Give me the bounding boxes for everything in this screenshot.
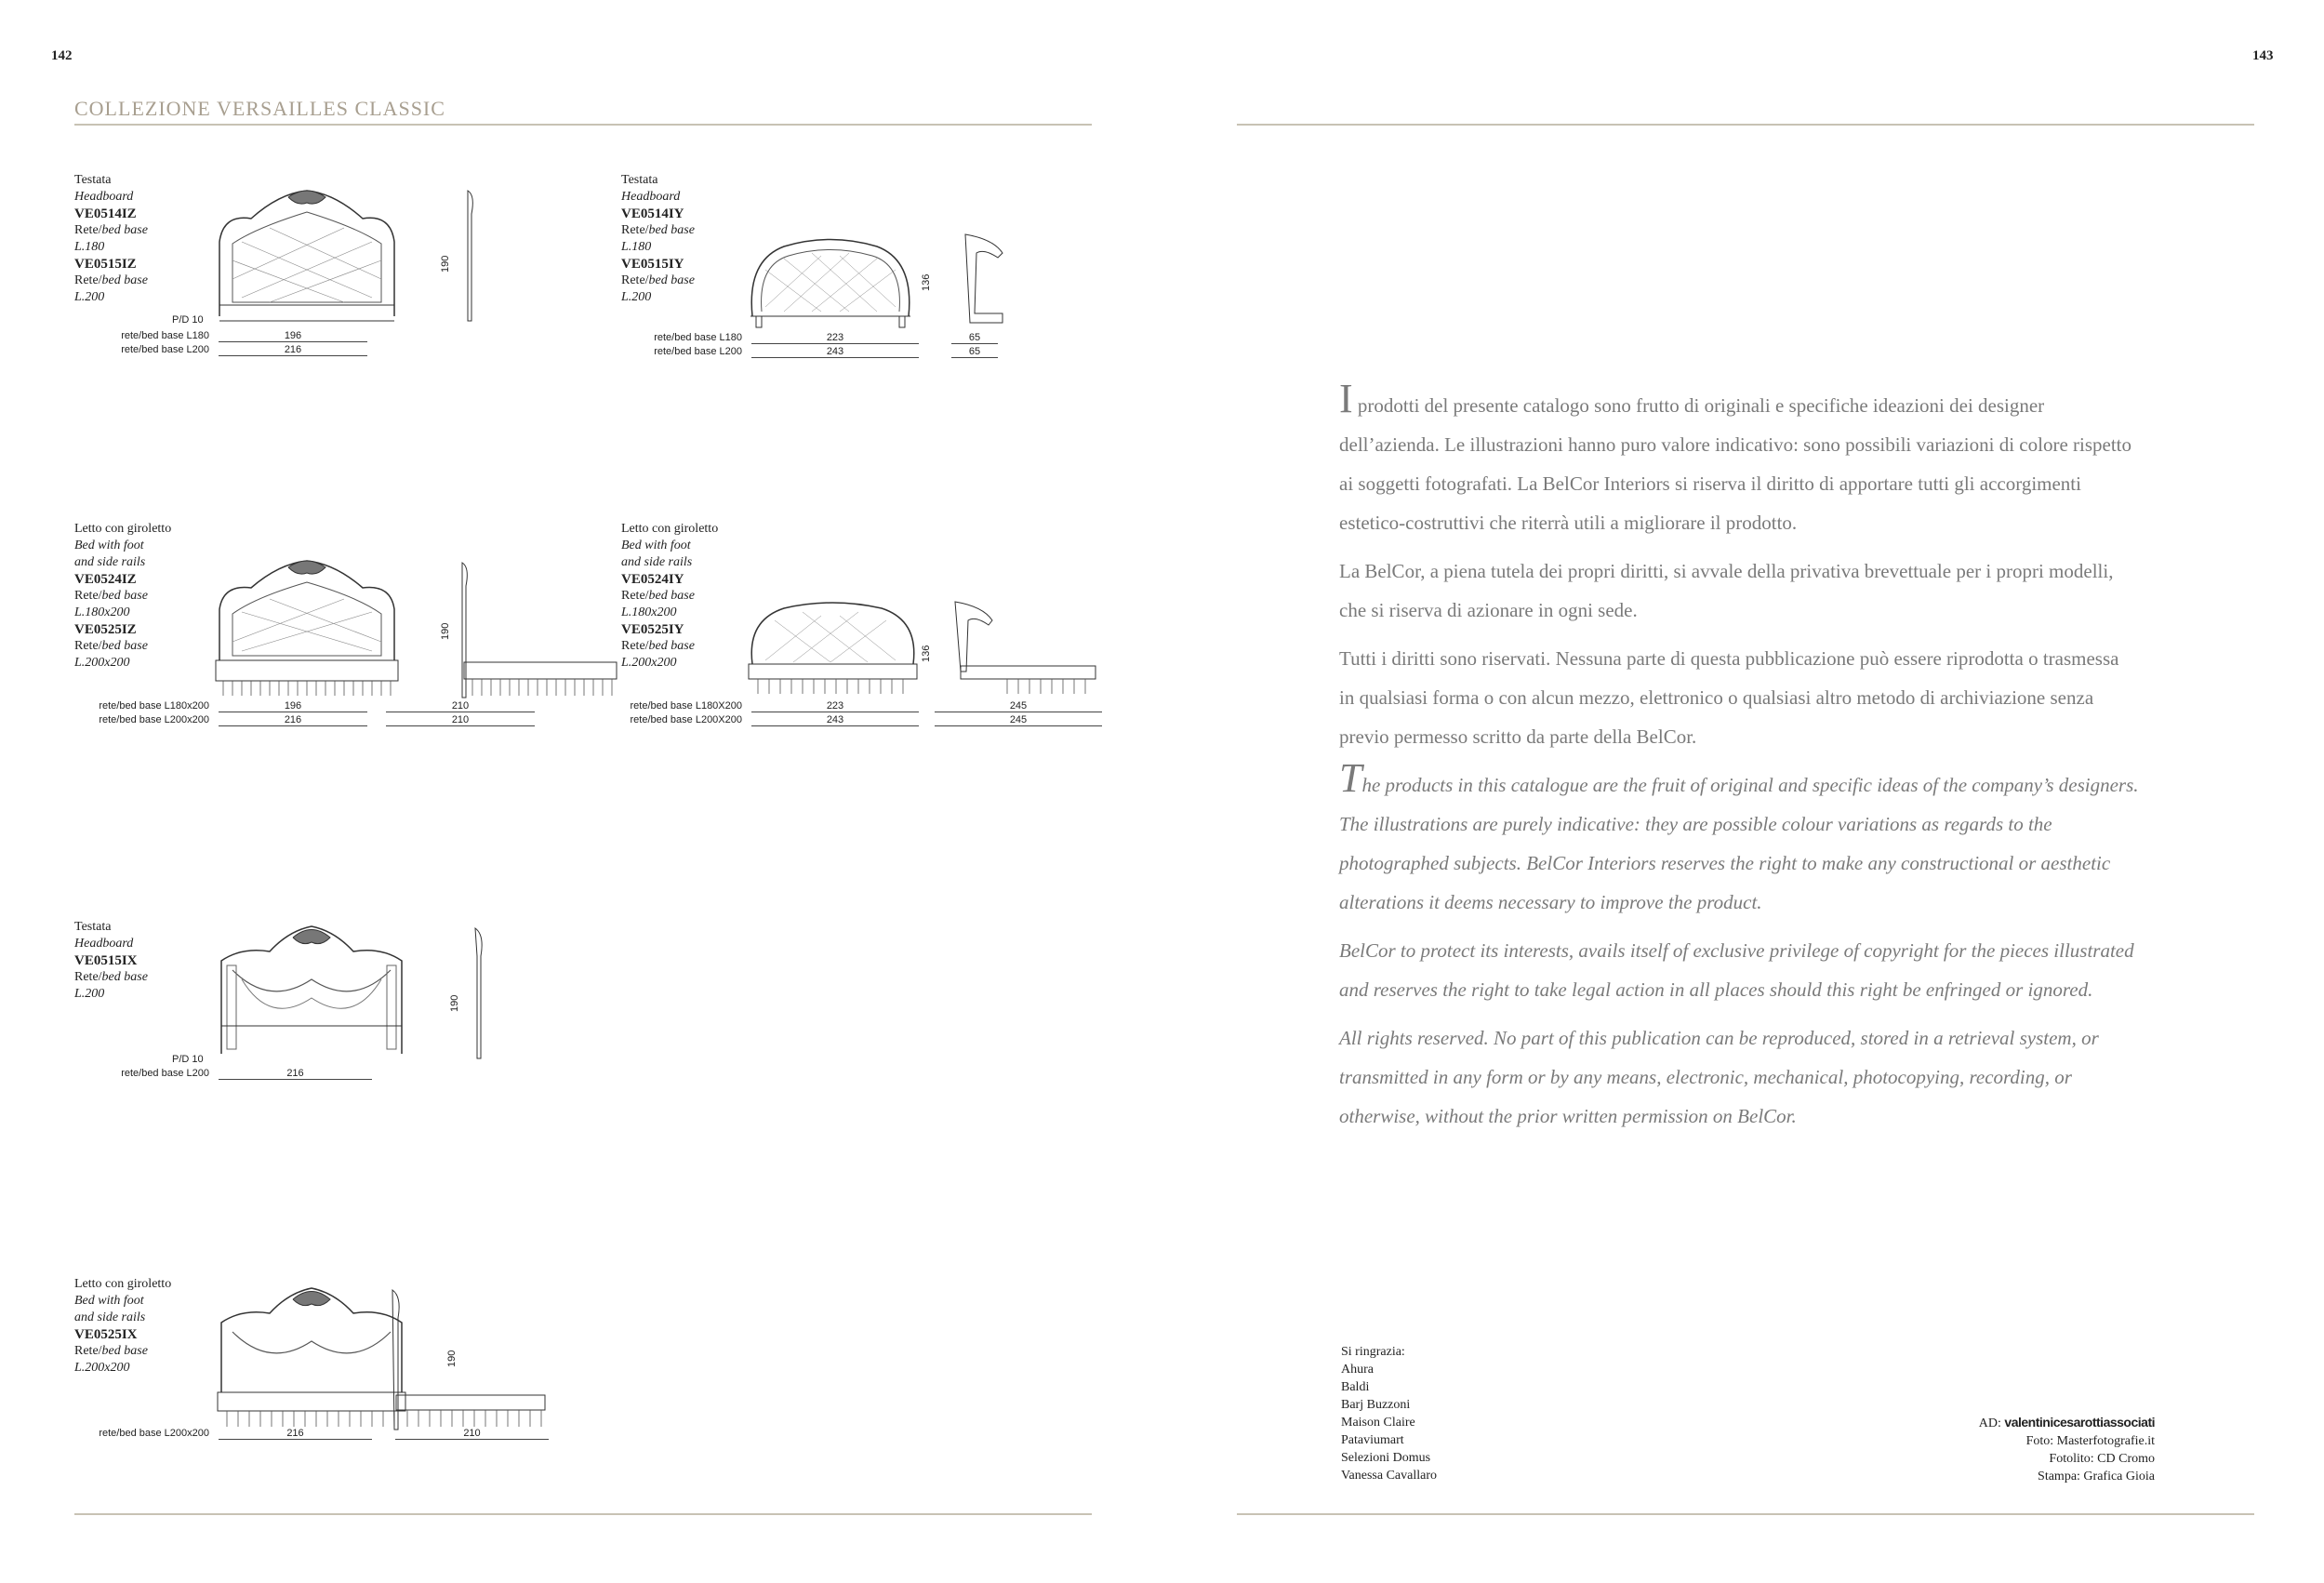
product-ve0515ix <box>74 919 632 1124</box>
thanks-item: Vanessa Cavallaro <box>1341 1469 1438 1483</box>
dim-value: 196 <box>219 700 367 712</box>
product-ve0524iy <box>621 521 1179 725</box>
headboard-side-drawing <box>460 186 479 326</box>
product-size: L.200 <box>74 290 105 304</box>
thanks-item: Ahura <box>1341 1363 1374 1377</box>
dim-side-value: 210 <box>386 700 535 712</box>
product-label <box>74 919 177 1003</box>
bed-ix-side-drawing <box>389 1285 549 1434</box>
dropcap-i: I <box>1339 376 1353 421</box>
height-dim: 190 <box>440 622 451 640</box>
product-type: Letto con giroletto <box>621 522 719 536</box>
product-size: L.180x200 <box>74 605 130 619</box>
dim-label: rete/bed base L180 <box>654 332 742 343</box>
dim-label: rete/bed base L180x200 <box>99 700 209 712</box>
product-code: VE0515IY <box>621 257 684 272</box>
dim-value: 243 <box>751 714 919 726</box>
it-paragraph-1 <box>1339 376 2139 542</box>
product-code: VE0525IY <box>621 622 684 637</box>
product-label <box>74 1276 177 1377</box>
product-code: VE0514IY <box>621 206 684 221</box>
base-it: Rete/ <box>621 273 649 287</box>
sofa-bed-side-drawing <box>951 597 1100 699</box>
dim-side-value: 245 <box>935 714 1102 726</box>
dim-label: rete/bed base L180X200 <box>630 700 742 712</box>
base-it: Rete/ <box>621 223 649 237</box>
footer-rule-right <box>1237 1513 2254 1515</box>
en-paragraph-3: All rights reserved. No part of this publication can be reproduced, stored in a retrieval system, or transmitted in any form or by any means, electronic, mechanical, photocopying, recording, or otherwise, without the prior written permission on BelCor. <box>1339 1027 2099 1127</box>
product-label <box>74 521 177 672</box>
product-type: Letto con giroletto <box>74 1277 172 1291</box>
product-code: VE0525IX <box>74 1327 138 1342</box>
base-it: Rete/ <box>74 1344 102 1358</box>
product-size: L.180x200 <box>621 605 677 619</box>
credit-stampa: Stampa: Grafica Gioia <box>2038 1470 2155 1483</box>
product-size: L.200x200 <box>74 1361 130 1375</box>
dim-value: 216 <box>219 1428 372 1440</box>
credits-list <box>1979 1414 2155 1485</box>
product-label <box>621 172 724 306</box>
product-code: VE0524IZ <box>74 572 137 587</box>
dim-side-value: 65 <box>951 332 998 344</box>
product-size: L.200x200 <box>621 656 677 670</box>
dropcap-t: T <box>1339 755 1362 801</box>
dim-value: 216 <box>219 344 367 356</box>
product-type-en: Headboard <box>74 190 134 204</box>
thanks-title: Si ringrazia: <box>1341 1345 1405 1359</box>
thanks-item: Selezioni Domus <box>1341 1451 1431 1465</box>
sofa-headboard-side-drawing <box>956 230 1012 332</box>
base-it: Rete/ <box>621 589 649 603</box>
header-rule-right <box>1237 124 2254 126</box>
product-type-en: Headboard <box>74 937 134 951</box>
sofa-headboard-front-drawing <box>747 233 914 330</box>
product-size: L.180 <box>74 240 105 254</box>
base-en: bed base <box>648 589 695 603</box>
height-dim: 190 <box>446 1350 458 1367</box>
product-ve0514iy <box>621 172 1179 377</box>
headboard-ix-side-drawing <box>470 924 488 1063</box>
headboard-ix-front-drawing <box>214 924 409 1063</box>
base-it: Rete/ <box>74 970 102 984</box>
base-it: Rete/ <box>74 639 102 653</box>
product-type-en: Bed with foot <box>74 539 144 552</box>
product-label <box>621 521 724 672</box>
page-number-right: 143 <box>2252 48 2274 63</box>
product-size: L.200 <box>621 290 652 304</box>
header-rule-left <box>74 124 1092 126</box>
dim-value: 243 <box>751 346 919 358</box>
dim-side-value: 210 <box>395 1428 549 1440</box>
product-ve0525ix <box>74 1276 632 1481</box>
dim-value: 216 <box>219 1068 372 1080</box>
thanks-item: Barj Buzzoni <box>1341 1398 1411 1412</box>
product-type-en: and side rails <box>74 555 146 569</box>
credit-ad <box>1979 1414 2155 1432</box>
product-type: Testata <box>74 173 112 187</box>
base-it: Rete/ <box>74 223 102 237</box>
it-para-1-text: prodotti del presente catalogo sono frutto di originali e specifiche ideazioni dei designer dell’azienda. Le illustrazioni hanno puro valore indicativo: sono possibili variazioni di colore rispetto ai soggetti fotografati. La BelCor Interiors si riserva il diritto di apportare tutti gli accorgimenti estetico-costruttivi che riterrà utili a migliorare il prodotto. <box>1339 394 2132 534</box>
height-dim: 190 <box>449 994 460 1012</box>
product-label <box>74 172 177 306</box>
product-ve0524iz <box>74 521 632 725</box>
base-en: bed base <box>101 223 148 237</box>
product-size: L.200x200 <box>74 656 130 670</box>
base-en: bed base <box>648 223 695 237</box>
sofa-bed-front-drawing <box>747 597 919 699</box>
credit-ad-name: valentinicesarottiassociati <box>2004 1415 2155 1430</box>
dim-side-value: 245 <box>935 700 1102 712</box>
product-type-en: Bed with foot <box>621 539 691 552</box>
dim-side-value: 210 <box>386 714 535 726</box>
product-type: Testata <box>74 920 112 934</box>
pd-dim: P/D 10 <box>172 1054 204 1065</box>
base-it: Rete/ <box>74 273 102 287</box>
base-en: bed base <box>101 639 148 653</box>
headboard-front-drawing <box>214 186 400 326</box>
pd-dim: P/D 10 <box>172 314 204 326</box>
height-dim: 136 <box>921 273 932 291</box>
credit-fotolito: Fotolito: CD Cromo <box>2049 1452 2155 1466</box>
disclaimer-text <box>1339 376 2139 1145</box>
height-dim: 190 <box>440 255 451 273</box>
dim-value: 223 <box>751 332 919 344</box>
height-dim: 136 <box>921 645 932 662</box>
product-type: Letto con giroletto <box>74 522 172 536</box>
dim-side-value: 65 <box>951 346 998 358</box>
thanks-item: Baldi <box>1341 1380 1370 1394</box>
en-para-1-text: he products in this catalogue are the fruit of original and specific ideas of the company’s designers. The illustrations are purely indicative: they are possible colour variations as regards to the photographed subjects. BelCor Interiors reserves the right to make any constructional or aesthetic alterations it deems necessary to improve the product. <box>1339 774 2139 913</box>
dim-value: 216 <box>219 714 367 726</box>
product-size: L.200 <box>74 987 105 1001</box>
product-type: Testata <box>621 173 658 187</box>
credit-foto: Foto: Masterfotografie.it <box>2025 1434 2155 1448</box>
product-type-en: Bed with foot <box>74 1294 144 1308</box>
footer-rule-left <box>74 1513 1092 1515</box>
en-paragraph-2: BelCor to protect its interests, avails itself of exclusive privilege of copyright for the pieces illustrated and reserves the right to take legal action in all places should this right be enfringed or ignored. <box>1339 939 2134 1001</box>
dim-value: 223 <box>751 700 919 712</box>
dim-label: rete/bed base L200x200 <box>99 714 209 725</box>
base-en: bed base <box>101 970 148 984</box>
page-number-left: 142 <box>51 48 73 63</box>
it-paragraph-3: Tutti i diritti sono riservati. Nessuna parte di questa pubblicazione può essere riprodotta o trasmessa in qualsiasi forma o con alcun mezzo, elettronico o qualsiasi altro metodo di archiviazione senza previo permesso scritto da parte della BelCor. <box>1339 647 2119 748</box>
thanks-list <box>1341 1343 1437 1484</box>
product-code: VE0515IX <box>74 953 138 968</box>
dim-label: rete/bed base L180 <box>121 330 209 341</box>
thanks-item: Maison Claire <box>1341 1416 1415 1430</box>
product-code: VE0515IZ <box>74 257 137 272</box>
thanks-item: Pataviumart <box>1341 1433 1404 1447</box>
base-en: bed base <box>101 1344 148 1358</box>
credit-ad-label: AD: <box>1978 1417 2005 1430</box>
product-code: VE0514IZ <box>74 206 137 221</box>
base-en: bed base <box>101 273 148 287</box>
product-type-en: and side rails <box>74 1310 146 1324</box>
en-paragraph-1 <box>1339 755 2139 922</box>
dim-label: rete/bed base L200 <box>121 344 209 355</box>
dim-label: rete/bed base L200X200 <box>630 714 742 725</box>
base-it: Rete/ <box>74 589 102 603</box>
collection-title: COLLEZIONE VERSAILLES CLASSIC <box>74 97 445 120</box>
base-en: bed base <box>101 589 148 603</box>
bed-front-drawing <box>214 558 400 702</box>
product-code: VE0525IZ <box>74 622 137 637</box>
dim-label: rete/bed base L200 <box>121 1068 209 1079</box>
product-code: VE0524IY <box>621 572 684 587</box>
dim-value: 196 <box>219 330 367 342</box>
base-it: Rete/ <box>621 639 649 653</box>
product-size: L.180 <box>621 240 652 254</box>
dim-label: rete/bed base L200 <box>654 346 742 357</box>
it-paragraph-2: La BelCor, a piena tutela dei propri diritti, si avvale della privativa brevettuale per i propri modelli, che si riserva di azionare in ogni sede. <box>1339 560 2114 621</box>
base-en: bed base <box>648 273 695 287</box>
dim-label: rete/bed base L200x200 <box>99 1428 209 1439</box>
base-en: bed base <box>648 639 695 653</box>
product-type-en: Headboard <box>621 190 681 204</box>
product-ve0514iz <box>74 172 632 377</box>
product-type-en: and side rails <box>621 555 693 569</box>
bed-side-drawing <box>458 558 618 702</box>
bed-ix-front-drawing <box>214 1285 409 1434</box>
